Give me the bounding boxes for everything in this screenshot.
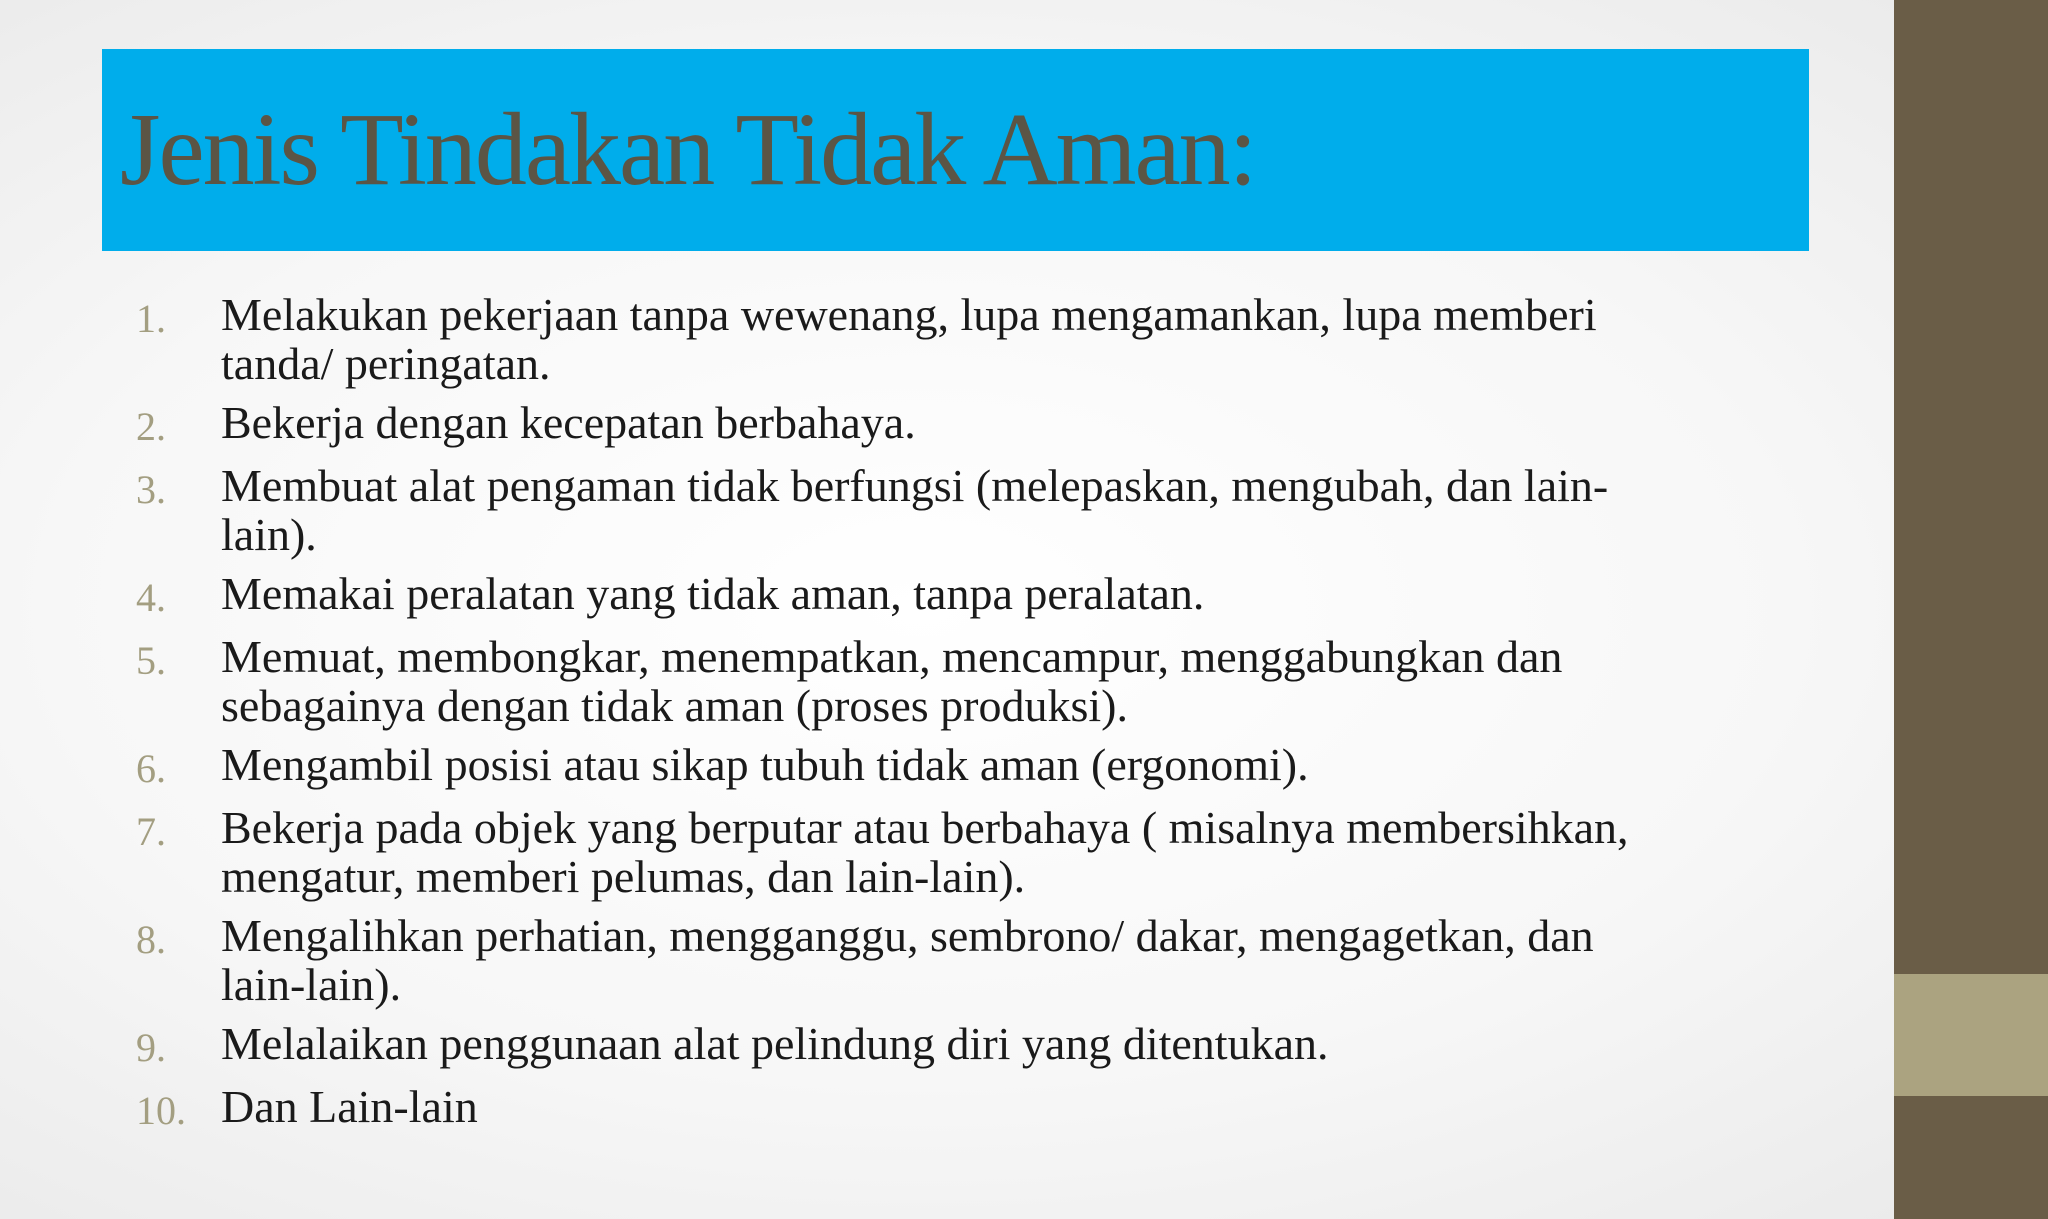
list-item (136, 632, 1776, 730)
list-item (136, 290, 1776, 388)
list-item (136, 911, 1776, 1009)
list-item-text: Bekerja dengan kecepatan berbahaya. (221, 397, 916, 448)
list-item-number: 10. (136, 1088, 186, 1133)
list-item-number: 9. (136, 1025, 166, 1070)
list-item-text: Bekerja pada objek yang berputar atau berbahaya ( misalnya membersihkan, mengatur, memberi pelumas, dan lain-lain). (221, 802, 1629, 902)
list-item (136, 569, 1776, 622)
unsafe-actions-list (136, 290, 1776, 1145)
list-item-text: Membuat alat pengaman tidak berfungsi (melepaskan, mengubah, dan lain- lain). (221, 460, 1609, 560)
list-item-text: Melakukan pekerjaan tanpa wewenang, lupa mengamankan, lupa memberi tanda/ peringatan. (221, 289, 1597, 389)
list-item (136, 398, 1776, 451)
list-item-number: 4. (136, 575, 166, 620)
list-item-text: Mengambil posisi atau sikap tubuh tidak aman (ergonomi). (221, 739, 1309, 790)
title-band (102, 49, 1809, 251)
slide-title: Jenis Tindakan Tidak Aman: (120, 92, 1256, 207)
list-item-text: Melalaikan penggunaan alat pelindung diri yang ditentukan. (221, 1018, 1329, 1069)
list-item-number: 1. (136, 296, 166, 341)
list-item-number: 2. (136, 404, 166, 449)
list-item (136, 461, 1776, 559)
list-item (136, 1082, 1776, 1135)
list-item-text: Dan Lain-lain (221, 1081, 478, 1132)
list-item-number: 3. (136, 467, 166, 512)
list-item-text: Mengalihkan perhatian, mengganggu, sembrono/ dakar, mengagetkan, dan lain-lain). (221, 910, 1594, 1010)
list-item-text: Memakai peralatan yang tidak aman, tanpa peralatan. (221, 568, 1205, 619)
list-item-number: 6. (136, 746, 166, 791)
list-item (136, 740, 1776, 793)
side-decoration-accent (1894, 974, 2048, 1096)
list-item-number: 5. (136, 638, 166, 683)
list-item-number: 7. (136, 809, 166, 854)
list-item-text: Memuat, membongkar, menempatkan, mencampur, menggabungkan dan sebagainya dengan tidak aman (proses produksi). (221, 631, 1563, 731)
list-item (136, 803, 1776, 901)
list-item (136, 1019, 1776, 1072)
list-item-number: 8. (136, 917, 166, 962)
